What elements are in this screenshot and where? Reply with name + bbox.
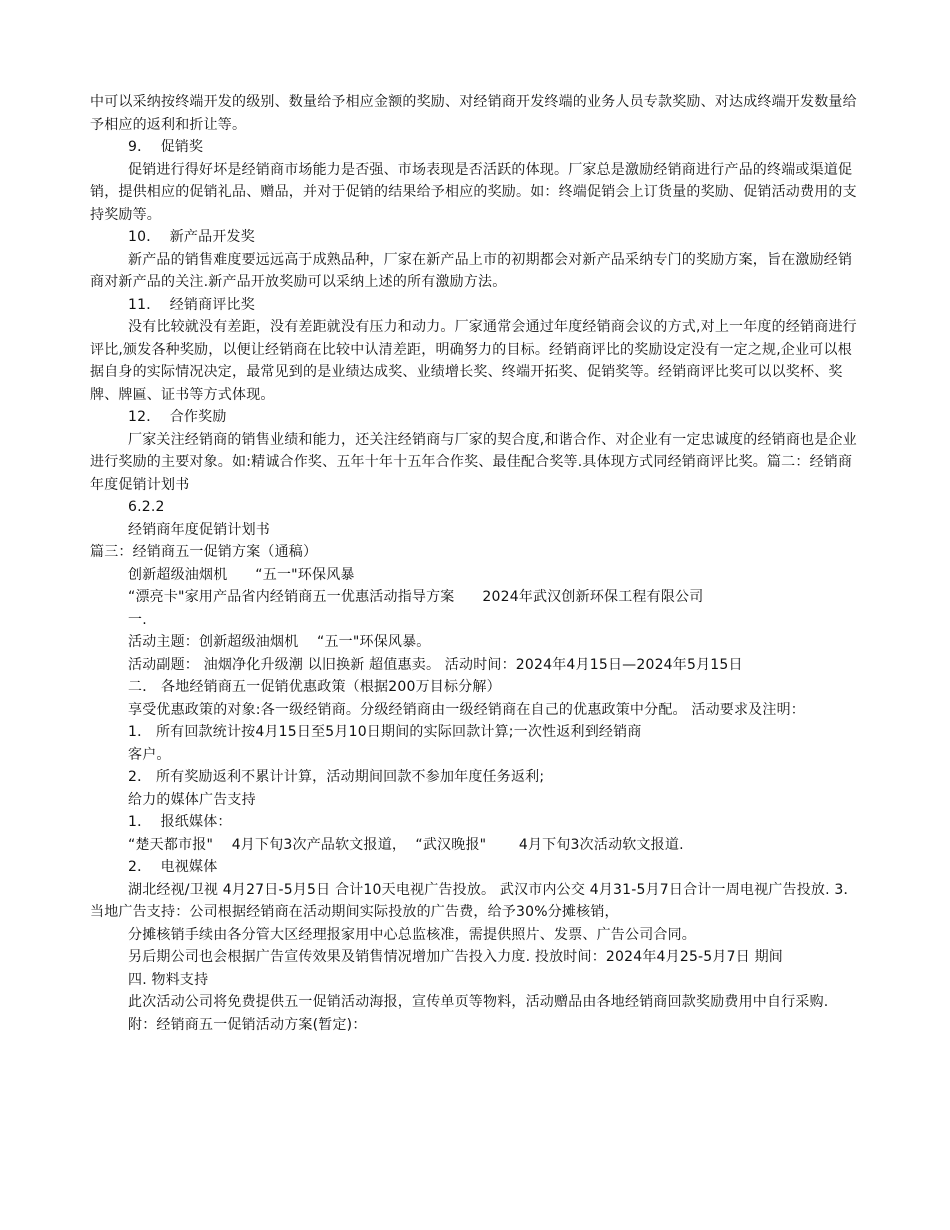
list-item: 1． 所有回款统计按4月15日至5月10日期间的实际回款计算;一次性返利到经销商 xyxy=(128,724,642,740)
section-heading: 9． 促销奖 xyxy=(128,139,204,155)
section-heading: 给力的媒体广告支持 xyxy=(128,791,256,808)
paragraph: 分摊核销手续由各分管大区经理报家用中心总监核准，需提供照片、发票、广告公司合同。 xyxy=(128,926,696,943)
paragraph: 享受优惠政策的对象:各一级经销商。分级经销商由一级经销商在自己的优惠政策中分配。 活动要求及注明： xyxy=(128,701,805,718)
section-heading: 12． 合作奖励 xyxy=(128,409,227,425)
activity-subtitle: 活动副题： 油烟净化升级潮 以旧换新 超值惠卖。 活动时间：2024年4月15日—2024年5月15日 xyxy=(128,656,743,673)
list-item: 1． 报纸媒体： xyxy=(128,814,232,830)
paragraph: 湖北经视/卫视 4月27日-5月5日 合计10天电视广告投放。 武汉市内公交 4月31-5月7日合计一周电视广告投放. 3．当地广告支持：公司根据经销商在活动期间实际投放的广告费，给予30%分摊核销， xyxy=(90,881,858,920)
paragraph: 厂家关注经销商的销售业绩和能力，还关注经销商与厂家的契合度,和谐合作、对企业有一定忠诚度的经销商也是企业进行奖励的主要对象。如:精诚合作奖、五年十年十五年合作奖、最佳配合奖等.具体现方式同经销商评比奖。篇二：经销商年度促销计划书 xyxy=(90,431,857,493)
document-title: 经销商年度促销计划书 xyxy=(128,521,270,538)
document-body xyxy=(90,91,865,1036)
campaign-subtitle: “漂亮卡"家用产品省内经销商五一优惠活动指导方案 2024年武汉创新环保工程有限公司 xyxy=(128,589,704,605)
section-heading: 四. 物料支持 xyxy=(128,971,209,988)
list-item: 2． 电视媒体 xyxy=(128,859,218,875)
paragraph: 新产品的销售难度要远远高于成熟品种，厂家在新产品上市的初期都会对新产品采纳专门的奖励方案，旨在激励经销商对新产品的关注.新产品开放奖励可以采纳上述的所有激励方法。 xyxy=(90,251,853,290)
paragraph: 没有比较就没有差距，没有差距就没有压力和动力。厂家通常会通过年度经销商会议的方式,对上一年度的经销商进行评比,颁发各种奖励，以便让经销商在比较中认清差距，明确努力的目标。经销商评比的奖励设定没有一定之规,企业可以根据自身的实际情况决定，最常见到的是业绩达成奖、业绩增长奖、终端开拓奖、促销奖等。经销商评比奖可以以奖杯、奖牌、牌匾、证书等方式体现。 xyxy=(90,319,857,403)
list-item: 2． 所有奖励返利不累计计算，活动期间回款不参加年度任务返利; xyxy=(128,769,545,785)
list-marker: 一. xyxy=(128,611,147,628)
chapter-heading: 篇三：经销商五一促销方案（通稿） xyxy=(90,544,318,560)
section-number: 6.2.2 xyxy=(128,499,165,515)
section-heading: 10． 新产品开发奖 xyxy=(128,229,255,245)
paragraph: 附：经销商五一促销活动方案(暂定)： xyxy=(128,1016,367,1033)
section-heading: 二． 各地经销商五一促销优惠政策（根据200万目标分解） xyxy=(128,679,501,695)
activity-theme: 活动主题：创新超级油烟机 “五一"环保风暴。 xyxy=(128,634,431,650)
section-heading: 11． 经销商评比奖 xyxy=(128,296,255,313)
paragraph: “楚天都市报" 4月下旬3次产品软文报道， “武汉晚报" 4月下旬3次活动软文报道. xyxy=(128,836,684,853)
campaign-title: 创新超级油烟机 “五一"环保风暴 xyxy=(128,566,355,583)
paragraph: 此次活动公司将免费提供五一促销活动海报，宣传单页等物料，活动赠品由各地经销商回款奖励费用中自行采购. xyxy=(128,994,829,1010)
paragraph: 中可以采纳按终端开发的级别、数量给予相应金额的奖励、对经销商开发终端的业务人员专款奖励、对达成终端开发数量给予相应的返利和折让等。 xyxy=(90,94,857,133)
paragraph: 另后期公司也会根据广告宣传效果及销售情况增加广告投入力度. 投放时间：2024年4月25-5月7日 期间 xyxy=(128,949,783,965)
paragraph: 促销进行得好坏是经销商市场能力是否强、市场表现是否活跃的体现。厂家总是激励经销商进行产品的终端或渠道促销，提供相应的促销礼品、赠品，并对于促销的结果给予相应的奖励。如：终端促销会上订货量的奖励、促销活动费用的支持奖励等。 xyxy=(90,161,857,223)
list-item-continuation: 客户。 xyxy=(128,746,171,763)
